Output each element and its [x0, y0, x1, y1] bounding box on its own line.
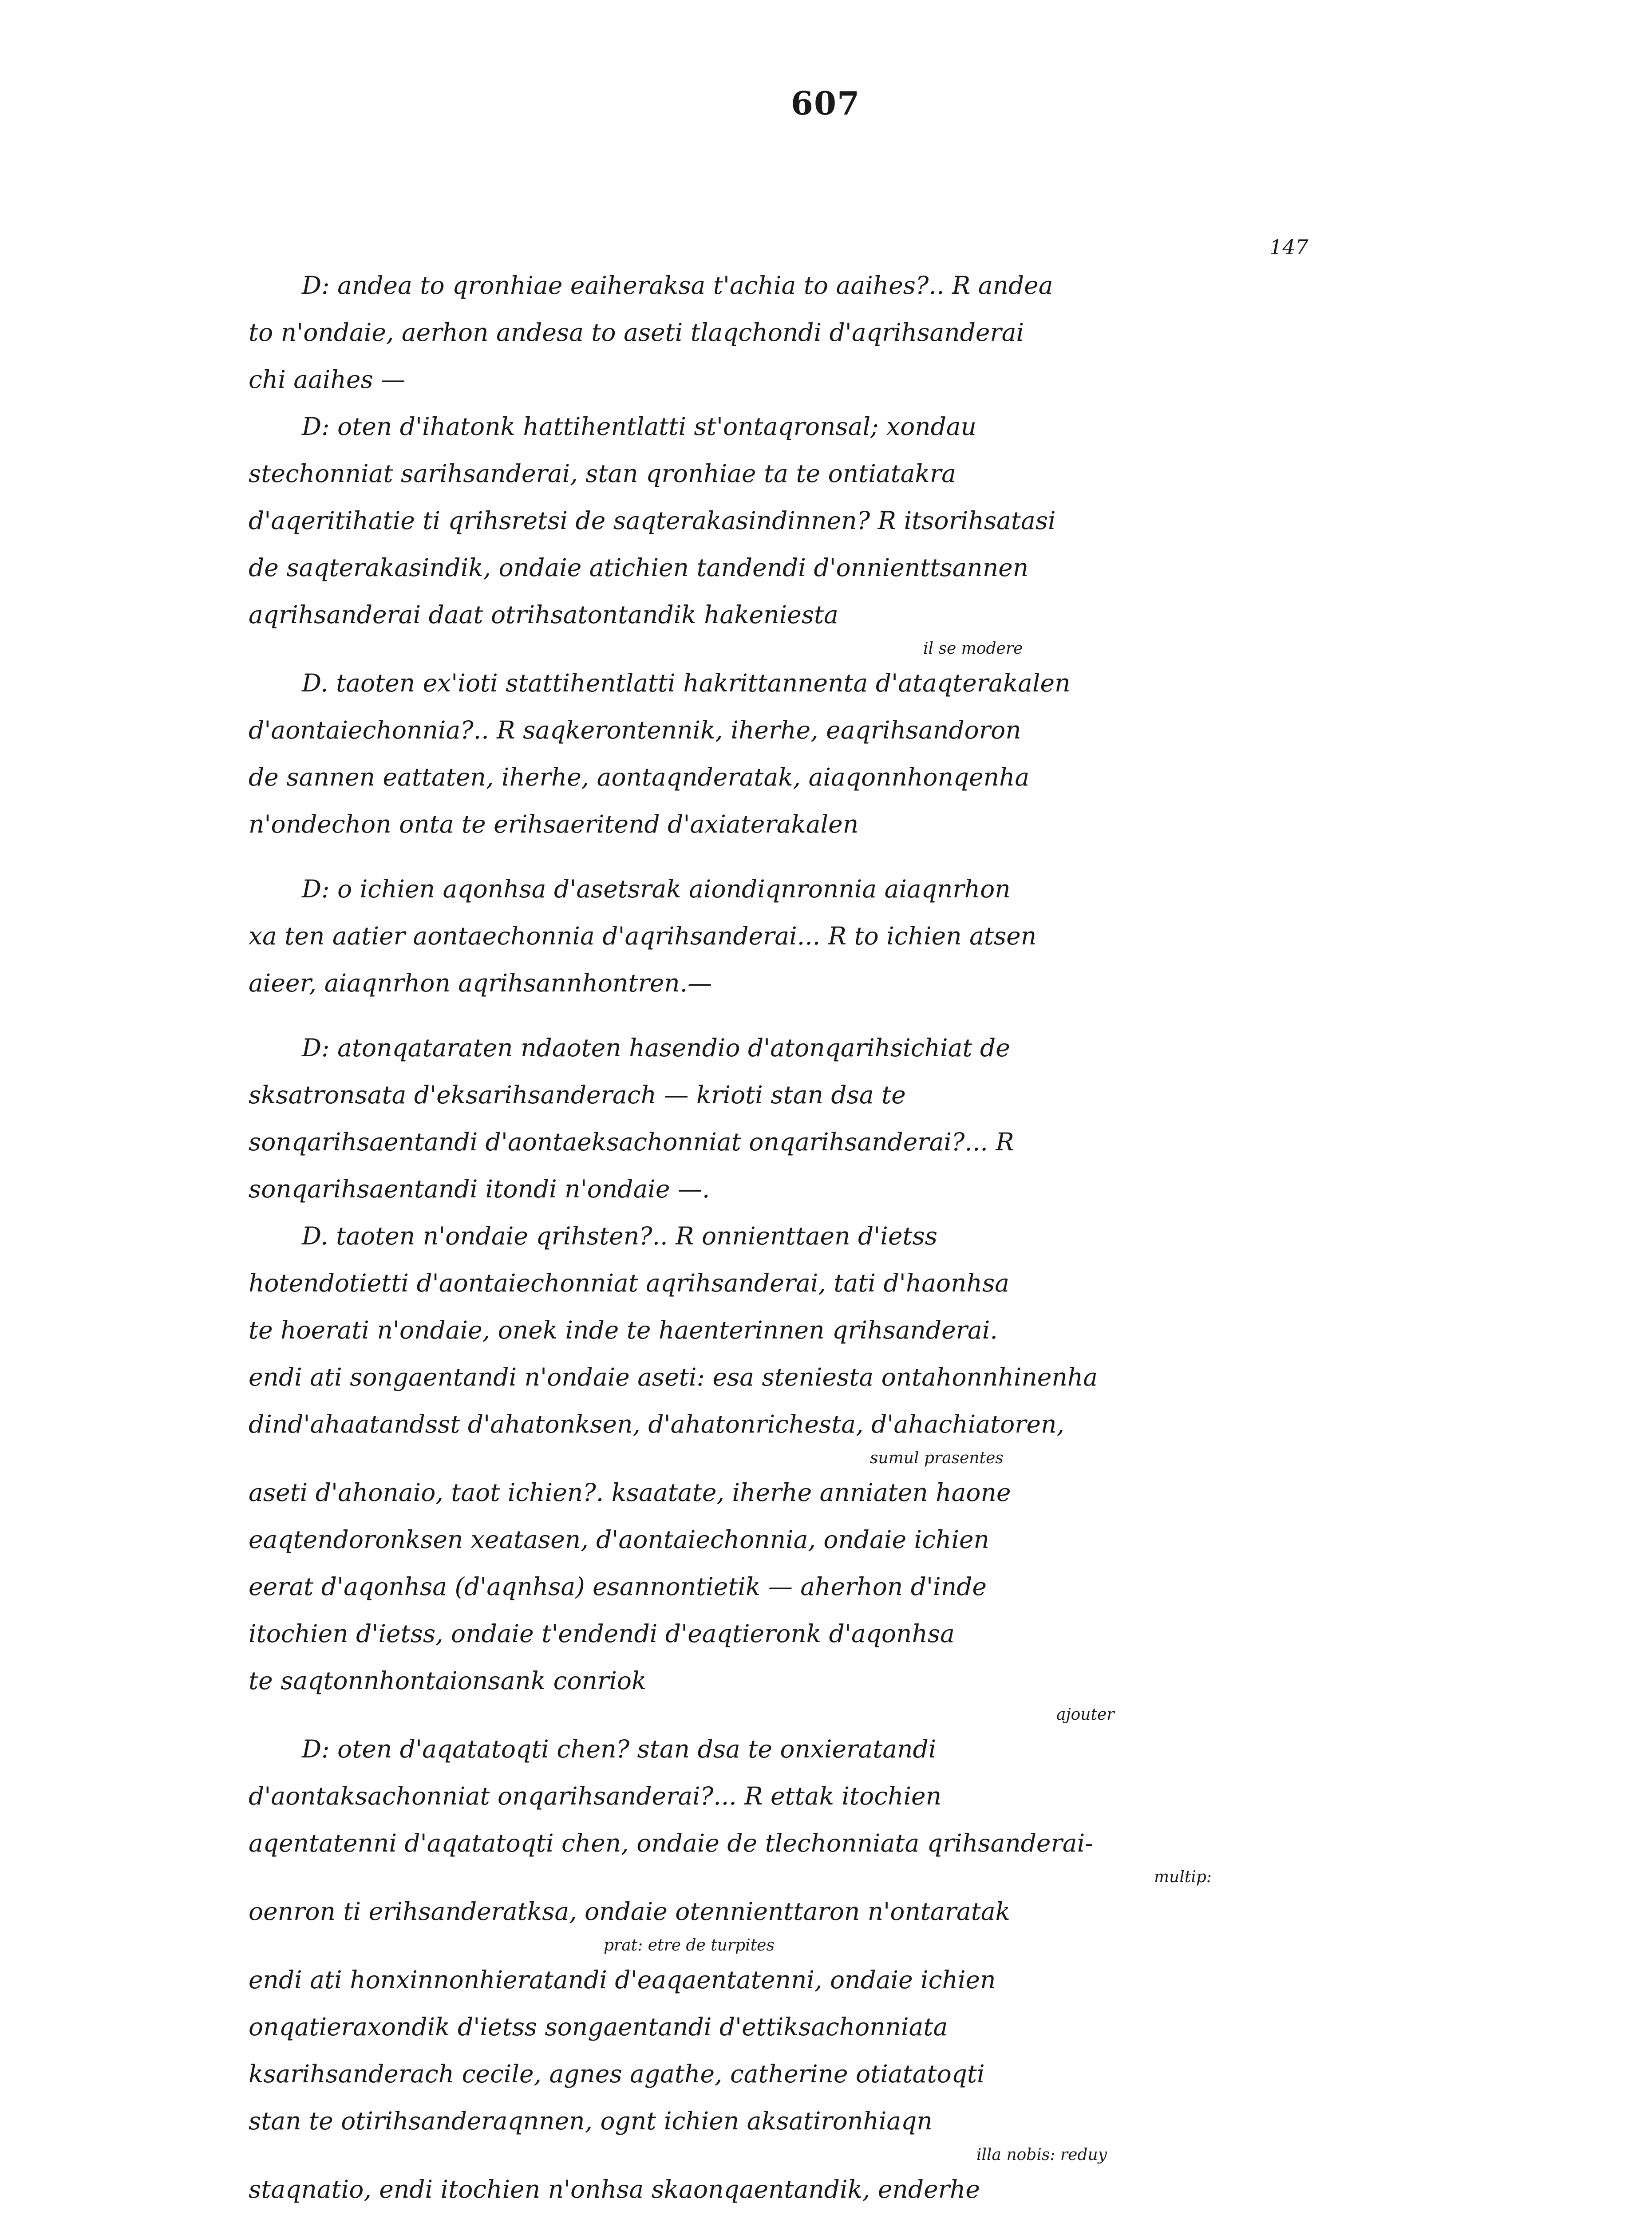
- text-line: d'aqeritihatie ti qrihsretsi de saqterakasindinnen? R itsorihsatasi: [249, 506, 1056, 535]
- text-line: endi ati honxinnonhieratandi d'eaqaentatenni, ondaie ichien: [249, 1966, 996, 1994]
- text-line: d'aontaiechonnia?.. R saqkerontennik, iherhe, eaqrihsandoron: [249, 716, 1021, 744]
- text-line: staqnatio, endi itochien n'onhsa skaonqaentandik, enderhe: [249, 2175, 980, 2203]
- folio-number: 147: [1269, 235, 1308, 259]
- text-line: stechonniat sarihsanderai, stan qronhiae ta te ontiatakra: [249, 459, 956, 488]
- text-line: D: o ichien aqonhsa d'asetsrak aiondiqnronnia aiaqnrhon: [302, 875, 1011, 903]
- interlinear-gloss: sumul prasentes: [870, 1449, 1004, 1467]
- text-line: D: atonqataraten ndaoten hasendio d'atonqarihsichiat de: [302, 1034, 1010, 1062]
- text-line: te hoerati n'ondaie, onek inde te haenterinnen qrihsanderai.: [249, 1316, 998, 1344]
- interlinear-gloss: illa nobis: reduy: [976, 2146, 1107, 2164]
- text-line: D: andea to qronhiae eaiheraksa t'achia to aaihes?.. R andea: [302, 271, 1053, 300]
- text-line: de sannen eattaten, iherhe, aontaqnderatak, aiaqonnhonqenha: [249, 763, 1030, 791]
- text-line: aqentatenni d'aqatatoqti chen, ondaie de tlechonniata qrihsanderai-: [249, 1829, 1093, 1857]
- text-line: aseti d'ahonaio, taot ichien?. ksaatate, iherhe anniaten haone: [249, 1478, 1011, 1507]
- text-line: sonqarihsaentandi d'aontaeksachonniat onqarihsanderai?... R: [249, 1128, 1014, 1156]
- text-line: hotendotietti d'aontaiechonniat aqrihsanderai, tati d'haonhsa: [249, 1269, 1009, 1297]
- text-line: D: oten d'aqatatoqti chen? stan dsa te onxieratandi: [302, 1735, 937, 1763]
- text-line: D: oten d'ihatonk hattihentlatti st'ontaqronsal; xondau: [302, 412, 977, 441]
- text-line: ksarihsanderach cecile, agnes agathe, catherine otiatatoqti: [249, 2060, 985, 2088]
- text-line: sksatronsata d'eksarihsanderach — krioti stan dsa te: [249, 1081, 906, 1109]
- interlinear-gloss: ajouter: [1056, 1706, 1115, 1724]
- text-line: aqrihsanderai daat otrihsatontandik hakeniesta: [249, 600, 838, 629]
- text-line: de saqterakasindik, ondaie atichien tandendi d'onnienttsannen: [249, 553, 1029, 582]
- text-line: eerat d'aqonhsa (d'aqnhsa) esannontietik — aherhon d'inde: [249, 1572, 987, 1601]
- text-line: stan te otirihsanderaqnnen, ognt ichien aksatironhiaqn: [249, 2107, 933, 2135]
- text-line: chi aaihes —: [249, 365, 406, 394]
- interlinear-gloss: prat: etre de turpites: [604, 1936, 775, 1954]
- text-line: [249, 2213, 1411, 2219]
- text-line: n'ondechon onta te erihsaeritend d'axiaterakalen: [249, 810, 859, 838]
- text-line: aieer, aiaqnrhon aqrihsannhontren.—: [249, 969, 712, 997]
- text-line: d'aontaksachonniat onqarihsanderai?... R ettak itochien: [249, 1782, 942, 1810]
- interlinear-gloss: multip:: [1154, 1868, 1212, 1886]
- text-line: sonqarihsaentandi itondi n'ondaie —.: [249, 1175, 710, 1203]
- text-line: D. taoten n'ondaie qrihsten?.. R onnienttaen d'ietss: [302, 1222, 937, 1250]
- text-line: endi ati songaentandi n'ondaie aseti: esa steniesta ontahonnhinenha: [249, 1363, 1098, 1391]
- manuscript-text: [249, 262, 1411, 2219]
- text-line: D. taoten ex'ioti stattihentlatti hakrittannenta d'ataqterakalen: [302, 669, 1071, 697]
- text-line: itochien d'ietss, ondaie t'endendi d'eaqtieronk d'aqonhsa: [249, 1619, 955, 1648]
- text-line: oenron ti erihsanderatksa, ondaie otennienttaron n'ontaratak: [249, 1897, 1011, 1926]
- text-line: to n'ondaie, aerhon andesa to aseti tlaqchondi d'aqrihsanderai: [249, 318, 1024, 347]
- text-line: dind'ahaatandsst d'ahatonksen, d'ahatonrichesta, d'ahachiatoren,: [249, 1410, 1064, 1438]
- interlinear-gloss: il se modere: [923, 640, 1023, 658]
- page-number: 607: [790, 84, 861, 122]
- text-line: xa ten aatier aontaechonnia d'aqrihsanderai... R to ichien atsen: [249, 922, 1037, 950]
- text-line: eaqtendoronksen xeatasen, d'aontaiechonnia, ondaie ichien: [249, 1525, 989, 1554]
- text-line: onqatieraxondik d'ietss songaentandi d'ettiksachonniata: [249, 2013, 948, 2041]
- text-line: te saqtonnhontaionsank conriok: [249, 1666, 647, 1695]
